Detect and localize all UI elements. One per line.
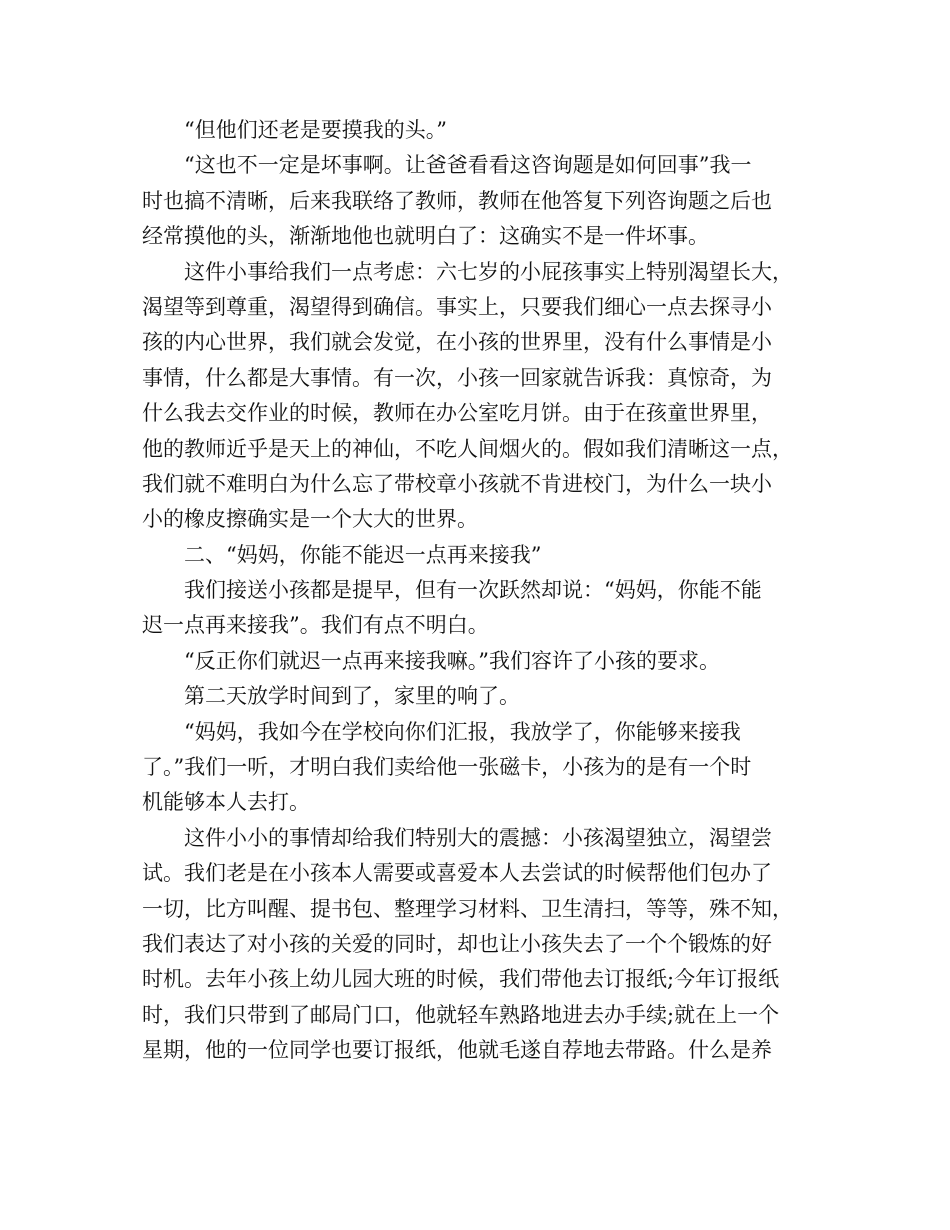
text-line: 星期，他的一位同学也要订报纸，他就毛遂自荐地去带路。什么是养 <box>142 1038 772 1063</box>
text-line: 他的教师近乎是天上的神仙，不吃人间烟火的。假如我们清晰这一点， <box>142 436 793 461</box>
text-line: 小的橡皮擦确实是一个大大的世界。 <box>142 507 478 532</box>
text-line: 我们接送小孩都是提早，但有一次跃然却说：“妈妈，你能不能 <box>184 578 762 603</box>
text-line: 我们表达了对小孩的关爱的同时，却也让小孩失去了一个个锻炼的好 <box>142 931 772 956</box>
text-line: 时也搞不清晰，后来我联络了教师，教师在他答复下列咨询题之后也 <box>142 188 772 213</box>
text-line: 这件小小的事情却给我们特别大的震撼：小孩渴望独立，渴望尝 <box>184 825 772 850</box>
text-line: “但他们还老是要摸我的头。” <box>184 118 447 142</box>
text-line: 时机。去年小孩上幼儿园大班的时候，我们带他去订报纸;今年订报纸 <box>142 967 780 992</box>
document-body <box>142 113 832 1069</box>
text-line: 一切，比方叫醒、提书包、整理学习材料、卫生清扫，等等，殊不知， <box>142 896 793 921</box>
text-line: 迟一点再来接我”。我们有点不明白。 <box>142 613 489 638</box>
text-line: “反正你们就迟一点再来接我嘛。”我们容许了小孩的要求。 <box>184 648 720 673</box>
text-line: 事情，什么都是大事情。有一次，小孩一回家就告诉我：真惊奇，为 <box>142 365 772 390</box>
text-line: “妈妈，我如今在学校向你们汇报，我放学了，你能够来接我 <box>184 719 741 744</box>
text-line: 经常摸他的头，渐渐地他也就明白了：这确实不是一件坏事。 <box>142 224 709 249</box>
text-line: 孩的内心世界，我们就会发觉，在小孩的世界里，没有什么事情是小 <box>142 330 772 355</box>
text-line: “这也不一定是坏事啊。让爸爸看看这咨询题是如何回事”我一 <box>184 153 752 178</box>
text-line: 时，我们只带到了邮局门口，他就轻车熟路地进去办手续;就在上一个 <box>142 1002 780 1027</box>
text-line: 机能够本人去打。 <box>142 790 310 815</box>
text-line: 我们就不难明白为什么忘了带校章小孩就不肯进校门，为什么一块小 <box>142 471 772 496</box>
text-line: 渴望等到尊重，渴望得到确信。事实上，只要我们细心一点去探寻小 <box>142 294 772 319</box>
text-line: 这件小事给我们一点考虑：六七岁的小屁孩事实上特别渴望长大， <box>184 259 793 284</box>
text-line: 什么我去交作业的时候，教师在办公室吃月饼。由于在孩童世界里， <box>142 401 772 426</box>
section-heading: 二、“妈妈，你能不能迟一点再来接我” <box>184 542 542 567</box>
text-line: 了。”我们一听，才明白我们卖给他一张磁卡，小孩为的是有一个时 <box>142 755 752 780</box>
text-line: 第二天放学时间到了，家里的响了。 <box>184 684 520 709</box>
text-line: 试。我们老是在小孩本人需要或喜爱本人去尝试的时候帮他们包办了 <box>142 861 772 886</box>
